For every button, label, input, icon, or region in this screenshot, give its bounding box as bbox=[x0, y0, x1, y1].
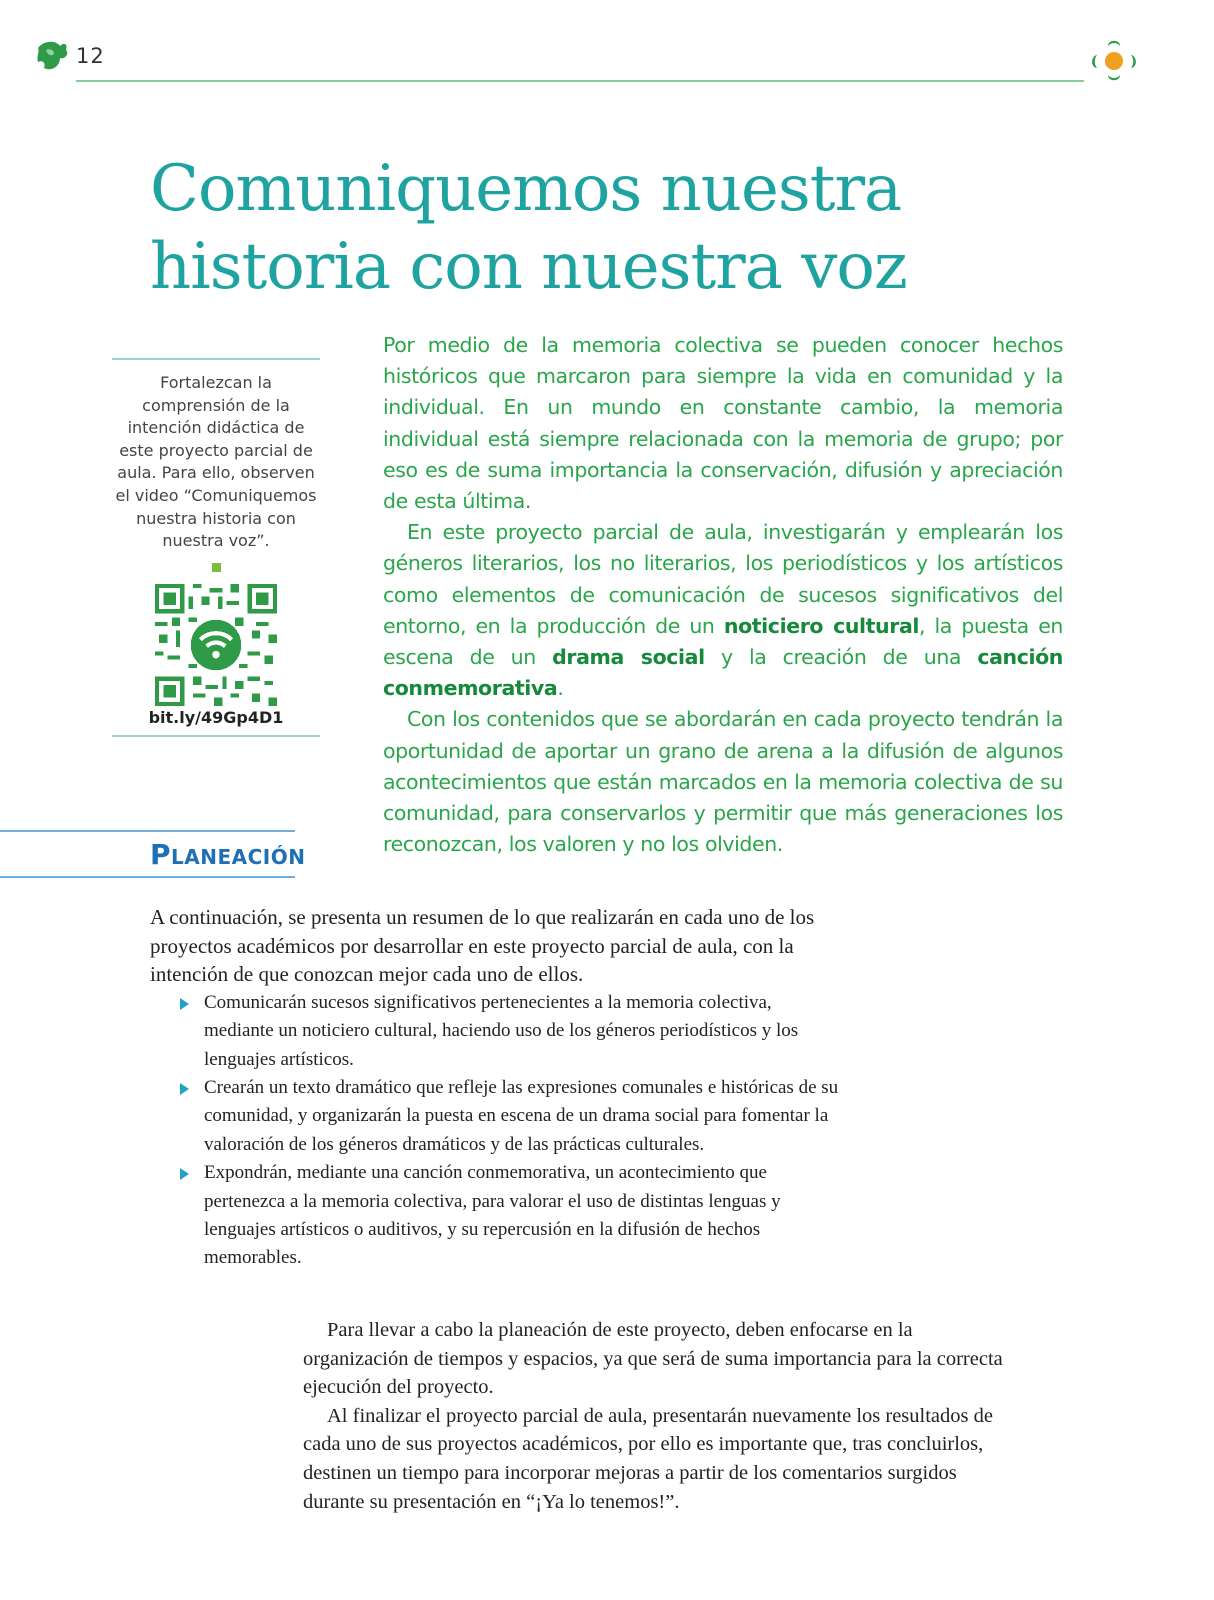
intro-paragraph-3: Con los contenidos que se abordarán en cada proyecto tendrán la oportunidad de aportar un grano de arena a la difusión de algunos acontecimientos que están marcados en la memoria colectiva de su comunidad, para conservarlos y permitir que más generaciones los reconozcan, los valoren y no los olviden. bbox=[383, 707, 1063, 857]
triangle-bullet-icon bbox=[180, 1168, 189, 1180]
sidebar-text: Fortalezcan la comprensión de la intención didáctica de este proyecto parcial de aula. Para ello, observen el video “Comuniquemos nuestra historia con nuestra voz”. bbox=[115, 373, 317, 551]
keyword-cancion-conmemorativa: canción conmemorativa bbox=[383, 645, 1063, 701]
keyword-noticiero-cultural: noticiero cultural bbox=[723, 613, 920, 638]
intro-p2-part-a: En este proyecto parcial de aula, investigarán y emplearán los géneros literarios, los no literarios, los periodísticos y los artísticos como elementos de comunicación de sucesos significativos del entorno, en la producción de un bbox=[383, 520, 1063, 638]
list-item-text: Crearán un texto dramático que refleje las expresiones comunales e históricas de su comunidad, y organizarán la puesta en escena de un drama social para fomentar la valoración de los géneros dramáticos y de las prácticas culturales. bbox=[204, 1077, 839, 1155]
planning-body bbox=[150, 903, 840, 1273]
intro-paragraph-2 bbox=[383, 517, 1063, 704]
list-item-text: Comunicarán sucesos significativos pertenecientes a la memoria colectiva, mediante un noticiero cultural, haciendo uso de los géneros periodísticos y los lenguajes artísticos. bbox=[204, 991, 799, 1070]
triangle-bullet-icon bbox=[180, 1083, 189, 1095]
intro-p2-part-c: , la puesta en escena de un bbox=[383, 613, 1063, 670]
intro-p2-part-e: . bbox=[557, 676, 564, 701]
intro-text bbox=[383, 330, 1063, 860]
list-item bbox=[204, 989, 840, 1074]
section-heading: Planeación bbox=[150, 838, 306, 871]
closing-paragraph-2: Al finalizar el proyecto parcial de aula, presentarán nuevamente los resultados de cada uno de sus proyectos académicos, por ello es importante que, tras concluirlos, destinen un tiempo para incorporar mejoras a partir de los comentarios surgidos durante su presentación en “¡Ya lo tenemos!”. bbox=[303, 1404, 993, 1513]
page-title-line-2: historia con nuestra voz bbox=[150, 230, 907, 304]
sidebar-bottom-rule bbox=[112, 735, 320, 737]
page-number: 12 bbox=[76, 44, 105, 68]
list-item bbox=[204, 1074, 840, 1159]
section-rule-top bbox=[0, 830, 295, 832]
header-rule bbox=[76, 80, 1084, 82]
keyword-drama-social: drama social bbox=[552, 645, 705, 670]
planning-list bbox=[150, 989, 840, 1273]
list-item-text: Expondrán, mediante una canción conmemorativa, un acontecimiento que pertenezca a la memoria colectiva, para valorar el uso de distintas lenguas y lenguajes artísticos o auditivos, y su repercusión en la difusión de hechos memorables. bbox=[204, 1162, 781, 1269]
closing-text bbox=[303, 1316, 1003, 1516]
planning-intro: A continuación, se presenta un resumen de lo que realizarán en cada uno de los proyectos académicos por desarrollar en este proyecto parcial de aula, con la intención de que conozcan mejor cada uno de ellos. bbox=[150, 905, 815, 987]
sidebar-top-rule bbox=[112, 358, 320, 360]
intro-p2-part-d: y la creación de una bbox=[704, 645, 978, 670]
intro-paragraph-1: Por medio de la memoria colectiva se pueden conocer hechos históricos que marcaron para siempre la vida en comunidad y la individual. En un mundo en constante cambio, la memoria individual está siempre relacionada con la memoria de grupo; por eso es de suma importancia la conservación, difusión y apreciación de esta última. bbox=[383, 333, 1063, 514]
colorful-flower-logo-icon bbox=[1087, 34, 1141, 86]
closing-paragraph-1: Para llevar a cabo la planeación de este proyecto, deben enfocarse en la organización de tiempos y espacios, ya que será de suma importancia para la correcta ejecución del proyecto. bbox=[303, 1319, 1003, 1399]
page-title bbox=[150, 150, 970, 306]
page-title-line-1: Comuniquemos nuestra bbox=[150, 152, 902, 226]
section-rule-bottom bbox=[0, 876, 295, 878]
green-leaf-logo-icon bbox=[34, 38, 70, 74]
video-sidebar bbox=[112, 358, 320, 737]
list-item bbox=[204, 1159, 840, 1273]
triangle-bullet-icon bbox=[180, 998, 189, 1010]
sidebar-dot bbox=[212, 563, 221, 572]
qr-code-icon[interactable] bbox=[155, 584, 277, 706]
qr-link[interactable]: bit.ly/49Gp4D1 bbox=[148, 707, 284, 727]
